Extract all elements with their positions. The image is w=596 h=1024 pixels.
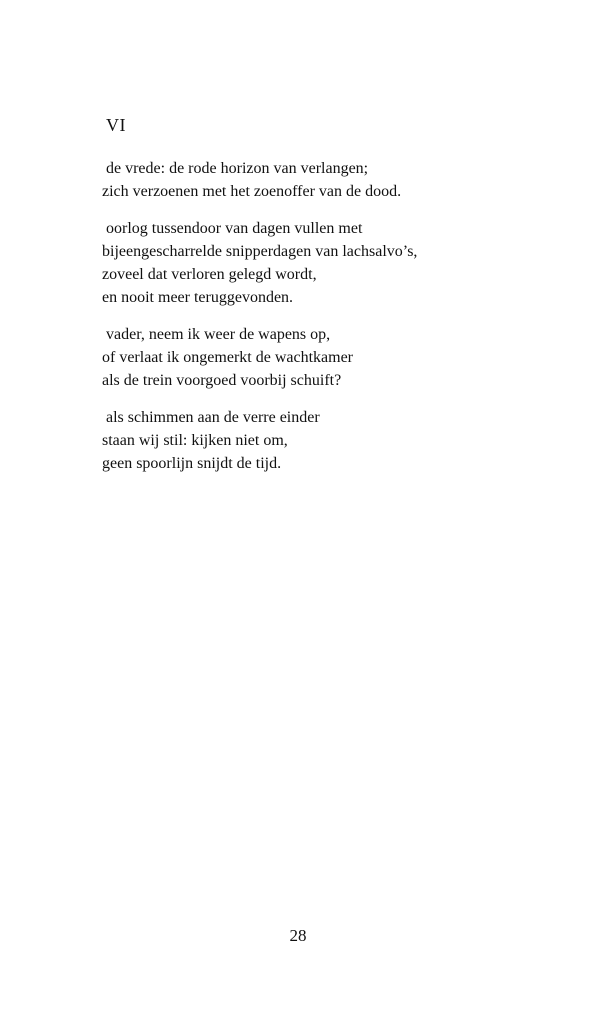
poem-line: als schimmen aan de verre einder bbox=[102, 409, 320, 426]
page-number: 28 bbox=[289, 926, 307, 945]
poem-line: zich verzoenen met het zoenoffer van de dood. bbox=[102, 183, 402, 200]
poem bbox=[102, 157, 542, 489]
stanza-4 bbox=[102, 406, 542, 475]
section-heading: VI bbox=[106, 115, 126, 135]
poem-line: bijeengescharrelde snipperdagen van lachsalvo’s, bbox=[102, 243, 418, 260]
stanza-3 bbox=[102, 323, 542, 392]
stanza-1 bbox=[102, 157, 542, 203]
poem-line: zoveel dat verloren gelegd wordt, bbox=[102, 266, 317, 283]
poem-line: als de trein voorgoed voorbij schuift? bbox=[102, 372, 342, 389]
poem-line: staan wij stil: kijken niet om, bbox=[102, 432, 288, 449]
poem-line: vader, neem ik weer de wapens op, bbox=[102, 326, 331, 343]
stanza-2 bbox=[102, 217, 542, 309]
poem-line: of verlaat ik ongemerkt de wachtkamer bbox=[102, 349, 353, 366]
poem-line: en nooit meer teruggevonden. bbox=[102, 289, 294, 306]
poem-line: geen spoorlijn snijdt de tijd. bbox=[102, 455, 282, 472]
poem-line: oorlog tussendoor van dagen vullen met bbox=[102, 220, 363, 237]
poem-line: de vrede: de rode horizon van verlangen; bbox=[102, 160, 369, 177]
